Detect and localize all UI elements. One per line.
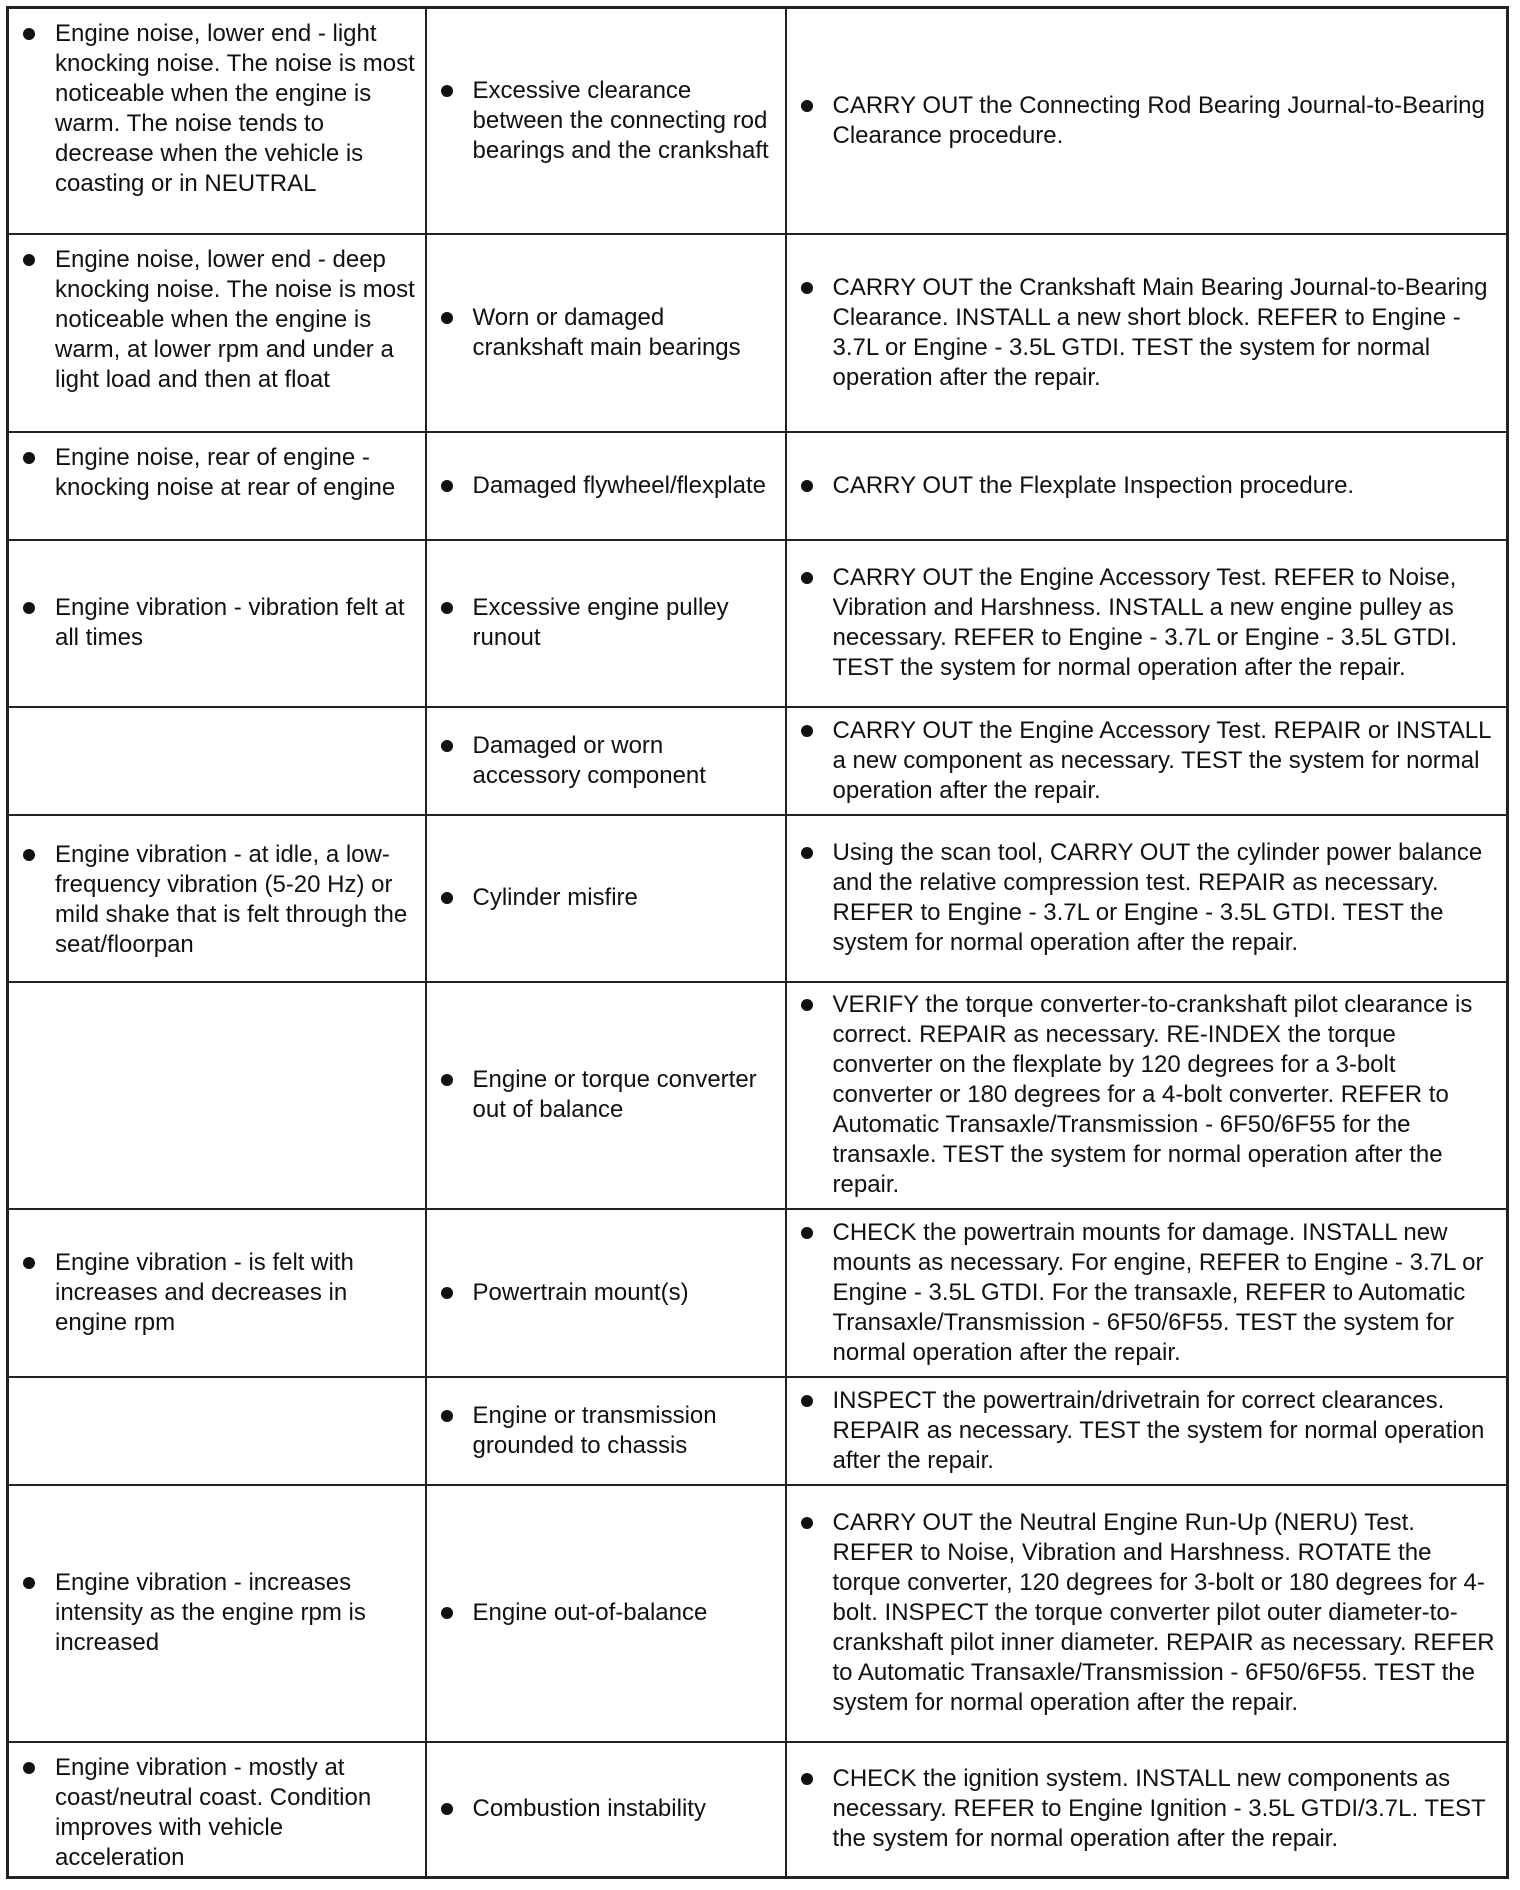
cause-text: Engine out-of-balance	[437, 1598, 777, 1628]
cause-cell	[426, 982, 786, 1209]
action-cell	[786, 982, 1508, 1209]
diagnosis-table	[6, 6, 1509, 1879]
cause-cell	[426, 8, 786, 234]
table-row	[8, 707, 1508, 815]
action-text: INSPECT the powertrain/drivetrain for correct clearances. REPAIR as necessary. TEST the system for normal operation after the repair.	[797, 1386, 1499, 1476]
table-row	[8, 234, 1508, 432]
action-cell	[786, 234, 1508, 432]
action-text: CHECK the powertrain mounts for damage. INSTALL new mounts as necessary. For engine, REFER to Engine - 3.7L or Engine - 3.5L GTDI. For the transaxle, REFER to Automatic Transaxle/Transmission - 6F50/6F55. TEST the system for normal operation after the repair.	[797, 1218, 1499, 1368]
cause-text: Cylinder misfire	[437, 883, 777, 913]
cause-cell	[426, 540, 786, 707]
action-cell	[786, 707, 1508, 815]
symptom-text: Engine noise, lower end - light knocking noise. The noise is most noticeable when the engine is warm. The noise tends to decrease when the vehicle is coasting or in NEUTRAL	[19, 19, 417, 199]
action-cell	[786, 432, 1508, 540]
table-row	[8, 1485, 1508, 1742]
cause-cell	[426, 1377, 786, 1485]
action-cell	[786, 1377, 1508, 1485]
cause-cell	[426, 1485, 786, 1742]
action-text: CARRY OUT the Neutral Engine Run-Up (NERU) Test. REFER to Noise, Vibration and Harshness. ROTATE the torque converter, 120 degrees for 3-bolt or 180 degrees for 4-bolt. INSPECT the torque converter pilot outer diameter-to-crankshaft pilot inner diameter. REPAIR as necessary. REFER to Automatic Transaxle/Transmission - 6F50/6F55. TEST the system for normal operation after the repair.	[797, 1508, 1499, 1718]
symptom-text: Engine vibration - increases intensity as the engine rpm is increased	[19, 1568, 417, 1658]
symptom-cell	[8, 1485, 426, 1742]
table-row	[8, 540, 1508, 707]
table-row	[8, 1377, 1508, 1485]
symptom-cell	[8, 1209, 426, 1377]
cause-cell	[426, 707, 786, 815]
table-row	[8, 432, 1508, 540]
cause-text: Damaged flywheel/flexplate	[437, 471, 777, 501]
cause-text: Powertrain mount(s)	[437, 1278, 777, 1308]
action-text: VERIFY the torque converter-to-crankshaft pilot clearance is correct. REPAIR as necessary. RE-INDEX the torque converter on the flexplate by 120 degrees for a 3-bolt converter or 180 degrees for a 4-bolt converter. REFER to Automatic Transaxle/Transmission - 6F50/6F55 for the transaxle. TEST the system for normal operation after the repair.	[797, 990, 1499, 1200]
cause-cell	[426, 432, 786, 540]
action-cell	[786, 8, 1508, 234]
symptom-text: Engine noise, lower end - deep knocking noise. The noise is most noticeable when the engine is warm, at lower rpm and under a light load and then at float	[19, 245, 417, 395]
symptom-cell	[8, 234, 426, 432]
action-cell	[786, 1485, 1508, 1742]
action-text: CARRY OUT the Connecting Rod Bearing Journal-to-Bearing Clearance procedure.	[797, 91, 1499, 151]
cause-text: Engine or torque converter out of balance	[437, 1065, 777, 1125]
symptom-text: Engine vibration - is felt with increases and decreases in engine rpm	[19, 1248, 417, 1338]
symptom-text: Engine noise, rear of engine - knocking noise at rear of engine	[19, 443, 417, 503]
action-text: CARRY OUT the Engine Accessory Test. REPAIR or INSTALL a new component as necessary. TEST the system for normal operation after the repair.	[797, 716, 1499, 806]
action-text: CARRY OUT the Crankshaft Main Bearing Journal-to-Bearing Clearance. INSTALL a new short block. REFER to Engine - 3.7L or Engine - 3.5L GTDI. TEST the system for normal operation after the repair.	[797, 273, 1499, 393]
cause-text: Worn or damaged crankshaft main bearings	[437, 303, 777, 363]
table-row	[8, 1209, 1508, 1377]
symptom-cell	[8, 1742, 426, 1878]
symptom-cell	[8, 815, 426, 982]
cause-text: Damaged or worn accessory component	[437, 731, 777, 791]
cause-cell	[426, 1742, 786, 1878]
action-cell	[786, 540, 1508, 707]
symptom-cell	[8, 1377, 426, 1485]
table-row	[8, 815, 1508, 982]
cause-text: Engine or transmission grounded to chassis	[437, 1401, 777, 1461]
action-cell	[786, 1209, 1508, 1377]
symptom-text: Engine vibration - at idle, a low-frequency vibration (5-20 Hz) or mild shake that is felt through the seat/floorpan	[19, 840, 417, 960]
symptom-cell	[8, 540, 426, 707]
table-row	[8, 982, 1508, 1209]
cause-text: Excessive engine pulley runout	[437, 593, 777, 653]
symptom-cell	[8, 707, 426, 815]
symptom-cell	[8, 432, 426, 540]
cause-cell	[426, 234, 786, 432]
cause-cell	[426, 815, 786, 982]
action-cell	[786, 1742, 1508, 1878]
symptom-cell	[8, 982, 426, 1209]
action-text: CARRY OUT the Engine Accessory Test. REFER to Noise, Vibration and Harshness. INSTALL a new engine pulley as necessary. REFER to Engine - 3.7L or Engine - 3.5L GTDI. TEST the system for normal operation after the repair.	[797, 563, 1499, 683]
cause-text: Combustion instability	[437, 1794, 777, 1824]
action-text: CHECK the ignition system. INSTALL new components as necessary. REFER to Engine Ignition - 3.5L GTDI/3.7L. TEST the system for normal operation after the repair.	[797, 1764, 1499, 1854]
action-cell	[786, 815, 1508, 982]
symptom-cell	[8, 8, 426, 234]
symptom-text: Engine vibration - mostly at coast/neutral coast. Condition improves with vehicle acceleration	[19, 1753, 417, 1873]
cause-text: Excessive clearance between the connecting rod bearings and the crankshaft	[437, 76, 777, 166]
table-row	[8, 8, 1508, 234]
action-text: CARRY OUT the Flexplate Inspection procedure.	[797, 471, 1499, 501]
table-row	[8, 1742, 1508, 1878]
action-text: Using the scan tool, CARRY OUT the cylinder power balance and the relative compression test. REPAIR as necessary. REFER to Engine - 3.7L or Engine - 3.5L GTDI. TEST the system for normal operation after the repair.	[797, 838, 1499, 958]
symptom-text: Engine vibration - vibration felt at all times	[19, 593, 417, 653]
cause-cell	[426, 1209, 786, 1377]
